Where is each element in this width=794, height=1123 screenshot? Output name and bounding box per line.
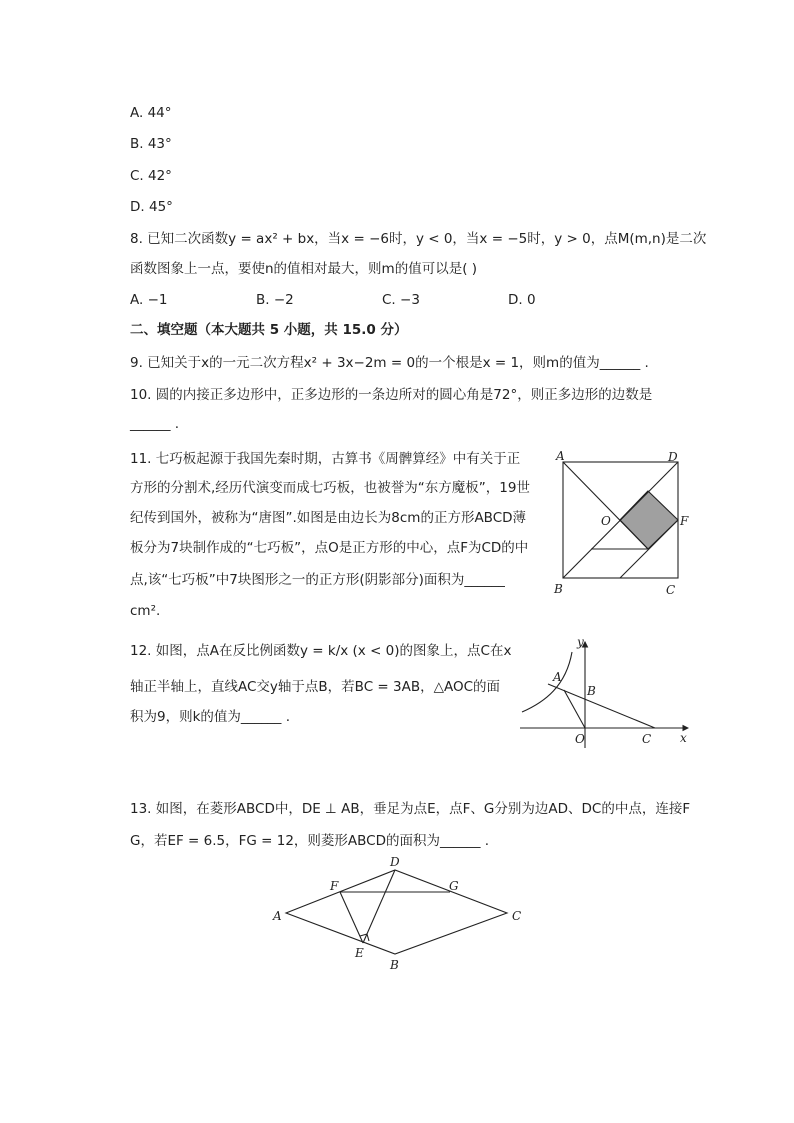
q11-line-2: 方形的分割术,经历代演变而成七巧板，也被誉为“东方魔板”，19世 xyxy=(130,480,530,496)
label-e: E xyxy=(355,946,364,960)
q8-option-b: B. −2 xyxy=(256,292,294,308)
label-o: O xyxy=(575,732,585,746)
q8-option-d: D. 0 xyxy=(508,292,536,308)
q8-option-a: A. −1 xyxy=(130,292,168,308)
q9-text: 9. 已知关于x的一元二次方程x² + 3x−2m = 0的一个根是x = 1，则m的值为______ . xyxy=(130,355,649,371)
label-y: y xyxy=(577,635,584,649)
q10-line-2: ______ . xyxy=(130,416,180,432)
segment-fe xyxy=(340,892,363,943)
q11-line-4: 板分为7块制作成的“七巧板”，点O是正方形的中心，点F为CD的中 xyxy=(130,540,529,556)
q7-option-c: C. 42° xyxy=(130,168,172,184)
inverse-function-graph xyxy=(515,630,695,750)
q7-option-b: B. 43° xyxy=(130,136,172,152)
q12-line-2: 轴正半轴上，直线AC交y轴于点B，若BC = 3AB，△AOC的面 xyxy=(130,679,501,695)
q8-line-1: 8. 已知二次函数y = ax² + bx，当x = −6时，y < 0，当x = −5时，y > 0，点M(m,n)是二次 xyxy=(130,231,707,247)
q11-line-6: cm². xyxy=(130,603,161,619)
q8-option-c: C. −3 xyxy=(382,292,420,308)
shaded-square xyxy=(620,491,678,549)
label-x: x xyxy=(680,731,687,745)
rhombus-abcd xyxy=(286,870,507,954)
label-c: C xyxy=(666,583,676,597)
label-c: C xyxy=(642,732,652,746)
label-a: A xyxy=(273,909,282,923)
q7-option-a: A. 44° xyxy=(130,105,172,121)
q11-line-1: 11. 七巧板起源于我国先秦时期，古算书《周髀算经》中有关于正 xyxy=(130,451,521,467)
q8-line-2: 函数图象上一点，要使n的值相对最大，则m的值可以是( ) xyxy=(130,261,478,277)
label-a: A xyxy=(553,670,562,684)
label-o: O xyxy=(601,514,611,528)
label-d: D xyxy=(390,855,400,869)
q12-line-1: 12. 如图，点A在反比例函数y = k/x (x < 0)的图象上，点C在x xyxy=(130,643,512,659)
label-d: D xyxy=(668,450,678,464)
label-c: C xyxy=(512,909,522,923)
label-f: F xyxy=(680,514,689,528)
tangram-figure xyxy=(548,446,694,598)
label-b: B xyxy=(587,684,596,698)
label-f: F xyxy=(330,879,339,893)
q11-line-3: 纪传到国外，被称为“唐图”.如图是由边长为8cm的正方形ABCD薄 xyxy=(130,510,527,526)
rhombus-figure xyxy=(268,855,528,973)
label-b: B xyxy=(390,958,399,972)
label-g: G xyxy=(449,879,459,893)
q7-option-d: D. 45° xyxy=(130,199,173,215)
hyperbola-curve xyxy=(522,652,572,712)
q13-line-2: G，若EF = 6.5，FG = 12，则菱形ABCD的面积为______ . xyxy=(130,833,490,849)
segment-ao xyxy=(564,690,585,728)
q10-line-1: 10. 圆的内接正多边形中，正多边形的一条边所对的圆心角是72°，则正多边形的边数是 xyxy=(130,387,653,403)
label-b: B xyxy=(554,582,563,596)
q11-line-5: 点,该“七巧板”中7块图形之一的正方形(阴影部分)面积为______ xyxy=(130,572,505,588)
label-a: A xyxy=(556,449,565,463)
section-title: 二、填空题（本大题共 5 小题，共 15.0 分） xyxy=(130,322,408,338)
q13-line-1: 13. 如图，在菱形ABCD中，DE ⊥ AB，垂足为点E，点F、G分别为边AD、DC的中点，连接F xyxy=(130,801,691,817)
q12-line-3: 积为9，则k的值为______ . xyxy=(130,709,290,725)
